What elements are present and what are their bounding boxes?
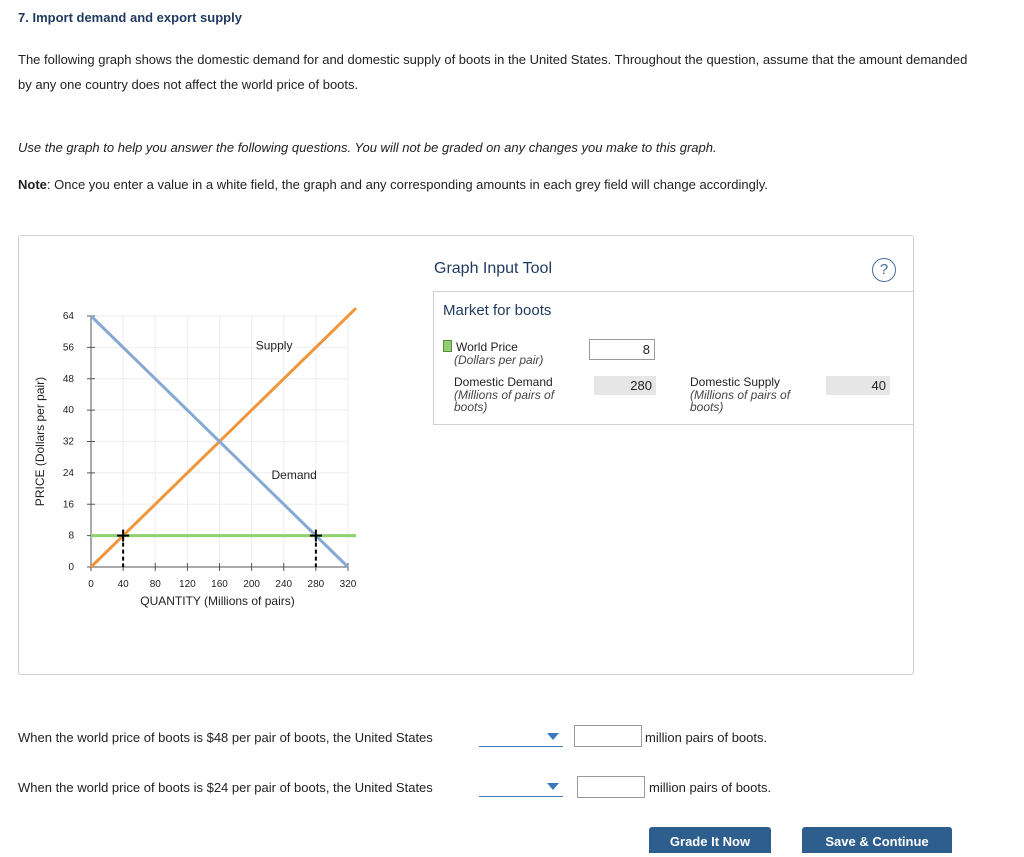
y-tick-label: 64 <box>62 311 74 322</box>
question-1-text: When the world price of boots is $48 per pair of boots, the United States <box>18 730 433 745</box>
world-price-legend-icon <box>443 340 452 352</box>
world-price-label <box>443 340 583 366</box>
y-tick-label: 56 <box>62 342 74 354</box>
x-tick-label: 160 <box>211 579 228 590</box>
y-tick-label: 40 <box>62 405 74 417</box>
x-tick-label: 120 <box>179 579 196 590</box>
chevron-down-icon <box>547 733 559 740</box>
question-1-dropdown[interactable] <box>479 728 563 747</box>
question-2-input[interactable] <box>577 776 645 798</box>
question-1-input[interactable] <box>574 725 642 747</box>
note-text <box>18 172 768 197</box>
x-tick-label: 280 <box>307 579 325 590</box>
y-tick-label: 0 <box>68 562 74 573</box>
y-tick-label: 32 <box>62 436 74 448</box>
domestic-demand-value: 280 <box>594 376 656 395</box>
y-tick-label: 48 <box>62 373 74 385</box>
domestic-supply-label <box>690 376 816 413</box>
x-tick-label: 240 <box>275 579 293 590</box>
note-body: : Once you enter a value in a white field, the graph and any corresponding amounts in each grey field will change accordingly. <box>46 177 768 192</box>
y-tick-label: 8 <box>68 530 74 542</box>
x-axis-label: QUANTITY (Millions of pairs) <box>140 594 295 608</box>
help-icon[interactable]: ? <box>872 258 896 282</box>
y-tick-label: 24 <box>62 467 74 479</box>
domestic-demand-unit: (Millions of pairs of boots) <box>454 388 555 414</box>
graph-tool-title: Graph Input Tool <box>434 260 553 277</box>
domestic-supply-value: 40 <box>826 376 890 395</box>
x-tick-label: 200 <box>243 579 260 590</box>
instruction-text: Use the graph to help you answer the following questions. You will not be graded on any changes you make to this graph. <box>18 140 717 155</box>
domestic-supply-label-text: Domestic Supply <box>690 375 781 389</box>
supply-curve-label: Supply <box>255 338 293 353</box>
question-2-unit: million pairs of boots. <box>649 780 772 795</box>
domestic-demand-label <box>454 376 580 413</box>
world-price-input[interactable]: 8 <box>589 339 655 360</box>
domestic-demand-label-text: Domestic Demand <box>454 375 553 389</box>
demand-curve-label: Demand <box>271 467 317 482</box>
y-tick-label: 16 <box>62 499 74 511</box>
save-continue-button[interactable]: Save & Continue <box>802 827 952 853</box>
x-tick-label: 40 <box>117 579 129 590</box>
question-2-dropdown[interactable] <box>479 778 563 797</box>
world-price-unit: (Dollars per pair) <box>454 353 544 367</box>
intro-text: The following graph shows the domestic demand for and domestic supply of boots in the United States. Throughout the question, assume that the amount demanded by any one country does not affect the world price of boots. <box>18 52 968 92</box>
x-tick-label: 80 <box>149 579 161 590</box>
world-price-label-text: World Price <box>456 340 518 354</box>
market-chart <box>18 236 428 636</box>
question-1-unit: million pairs of boots. <box>645 730 768 745</box>
domestic-supply-unit: (Millions of pairs of boots) <box>690 388 791 414</box>
grade-it-now-button[interactable]: Grade It Now <box>649 827 771 853</box>
x-tick-label: 0 <box>88 579 94 590</box>
question-2-text: When the world price of boots is $24 per pair of boots, the United States <box>18 780 433 795</box>
market-title: Market for boots <box>443 302 552 319</box>
x-tick-label: 320 <box>339 579 357 590</box>
y-axis-label: PRICE (Dollars per pair) <box>33 376 47 507</box>
question-title: 7. Import demand and export supply <box>18 10 242 25</box>
note-label: Note <box>18 177 47 192</box>
chevron-down-icon <box>547 783 559 790</box>
